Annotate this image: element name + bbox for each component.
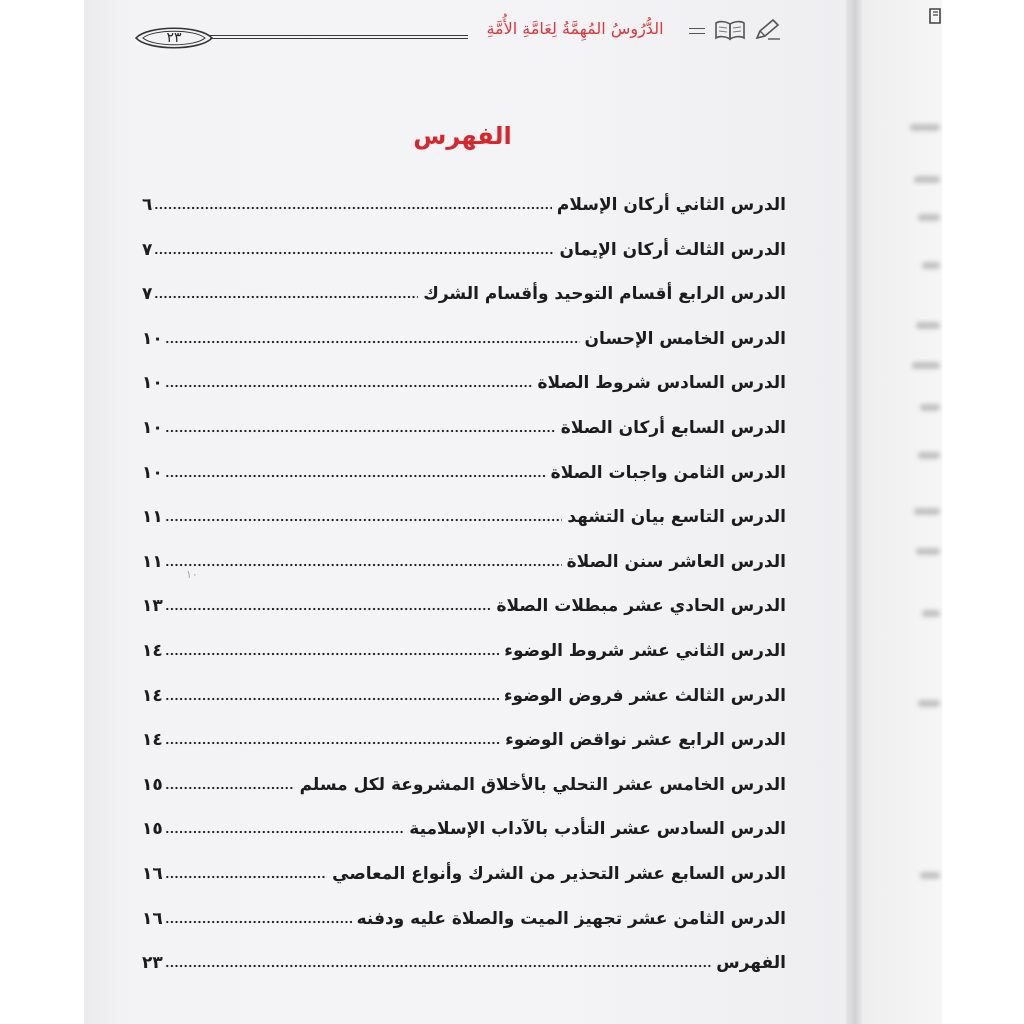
toc-dot-leader [154, 206, 551, 210]
pen-icon [754, 17, 782, 41]
toc-dot-leader [165, 786, 295, 790]
book-icon [928, 6, 944, 26]
toc-entry-label: الدرس التاسع بيان التشهد [567, 507, 786, 528]
facing-page-blurred-text [922, 262, 940, 269]
toc-dot-leader [165, 920, 352, 924]
toc-entry [142, 897, 786, 942]
toc-entry-page: ١٦ [142, 863, 163, 884]
toc-entry [142, 495, 786, 540]
toc-entry-label: الدرس الحادي عشر مبطلات الصلاة [496, 596, 786, 617]
toc-dot-leader [165, 697, 499, 701]
facing-page-blurred-text [920, 872, 940, 879]
toc-dot-leader [165, 340, 580, 344]
facing-page-blurred-text [910, 124, 940, 131]
toc-entry-page: ١٠ [142, 328, 163, 349]
toc-entry [142, 406, 786, 451]
facing-page-blurred-text [912, 362, 940, 369]
toc-entry-page: ١٦ [142, 908, 163, 929]
toc-entry [142, 361, 786, 406]
toc-entry-label: الدرس الثاني أركان الإسلام [556, 195, 786, 215]
toc-entry-label: الدرس الخامس عشر التحلي بالأخلاق المشروعة لكل مسلم [299, 774, 786, 795]
toc-entry-page: ١٠ [142, 373, 163, 394]
toc-entry [142, 317, 786, 362]
toc-dot-leader [165, 830, 405, 834]
toc-title: الفهرس [413, 122, 512, 150]
toc-entry-label: الدرس السابع أركان الصلاة [560, 417, 786, 438]
toc-entry [142, 540, 786, 585]
pencil-annotation: ١٠ [186, 568, 198, 581]
toc-entry-label: الدرس العاشر سنن الصلاة [566, 551, 786, 572]
toc-entry [142, 228, 786, 273]
toc-dot-leader [165, 384, 533, 388]
toc-dot-leader [165, 563, 562, 567]
toc-entry-label: الدرس الثاني عشر شروط الوضوء [504, 640, 786, 661]
toc-entry-page: ٦ [142, 195, 153, 215]
running-title: الدُّرُوسُ المُهِمَّةُ لِعَامَّةِ الأُمَّةِ [486, 19, 664, 38]
toc-entry-label: الدرس الرابع عشر نواقض الوضوء [505, 730, 786, 751]
toc-entry [142, 451, 786, 496]
toc-entry [142, 629, 786, 674]
toc-list [142, 183, 786, 986]
toc-entry-label: الدرس الثالث أركان الإيمان [559, 239, 786, 260]
toc-entry-page: ٢٣ [142, 953, 163, 974]
facing-page-blurred-text [916, 548, 940, 555]
page-gutter-shadow [846, 0, 862, 1024]
toc-entry-page: ١٠ [142, 462, 163, 483]
toc-entry [142, 941, 786, 986]
toc-entry [142, 674, 786, 719]
toc-dot-leader [165, 474, 546, 478]
toc-entry-page: ١٤ [142, 685, 163, 706]
toc-entry [142, 807, 786, 852]
facing-page-blurred-text [920, 404, 940, 411]
toc-entry-label: الدرس الخامس الإحسان [584, 328, 786, 349]
toc-entry-label: الدرس الرابع أقسام التوحيد وأقسام الشرك [423, 284, 786, 305]
facing-page-blurred-text [914, 176, 940, 183]
toc-entry [142, 272, 786, 317]
toc-entry-page: ١٠ [142, 417, 163, 438]
facing-page [862, 0, 942, 1024]
toc-dot-leader [165, 652, 500, 656]
toc-entry-label: الدرس السادس شروط الصلاة [537, 373, 786, 394]
toc-entry-label: الدرس الثامن عشر تجهيز الميت والصلاة عليه ودفنه [356, 908, 786, 929]
facing-page-blurred-text [914, 508, 940, 515]
toc-entry-label: الدرس الثامن واجبات الصلاة [550, 462, 786, 483]
toc-dot-leader [165, 518, 563, 522]
toc-entry [142, 763, 786, 808]
toc-entry-label: الدرس الثالث عشر فروض الوضوء [503, 685, 786, 706]
toc-entry [142, 718, 786, 763]
book-icon [714, 19, 746, 41]
facing-page-blurred-text [918, 214, 940, 221]
toc-entry [142, 584, 786, 629]
facing-page-blurred-text [918, 452, 940, 459]
toc-dot-leader [165, 741, 500, 745]
toc-dot-leader [154, 251, 554, 255]
toc-dot-leader [165, 607, 492, 611]
toc-entry-page: ١٤ [142, 640, 163, 661]
toc-dot-leader [165, 964, 712, 968]
toc-entry-page: ١١ [142, 551, 163, 572]
toc-entry-label: الدرس السادس عشر التأدب بالآداب الإسلامية [409, 819, 786, 840]
toc-dot-leader [165, 875, 327, 879]
toc-entry-page: ١٥ [142, 819, 163, 840]
toc-dot-leader [165, 429, 556, 433]
toc-entry-page: ١١ [142, 507, 163, 528]
header-double-rule [210, 35, 468, 39]
header-equals-rule [689, 28, 705, 34]
toc-entry-page: ١٤ [142, 730, 163, 751]
toc-entry [142, 852, 786, 897]
toc-entry-label: الدرس السابع عشر التحذير من الشرك وأنواع المعاصي [332, 863, 786, 884]
page-number: ٢٣ [166, 30, 182, 46]
toc-entry-page: ١٥ [142, 774, 163, 795]
facing-page-blurred-text [916, 322, 940, 329]
toc-entry-page: ١٣ [142, 596, 163, 617]
toc-entry-page: ٧ [142, 284, 153, 305]
toc-entry [142, 183, 786, 228]
toc-dot-leader [154, 295, 418, 299]
toc-entry-page: ٧ [142, 239, 153, 260]
facing-page-blurred-text [922, 610, 940, 617]
toc-entry-label: الفهرس [716, 953, 786, 974]
facing-page-blurred-text [918, 700, 940, 707]
